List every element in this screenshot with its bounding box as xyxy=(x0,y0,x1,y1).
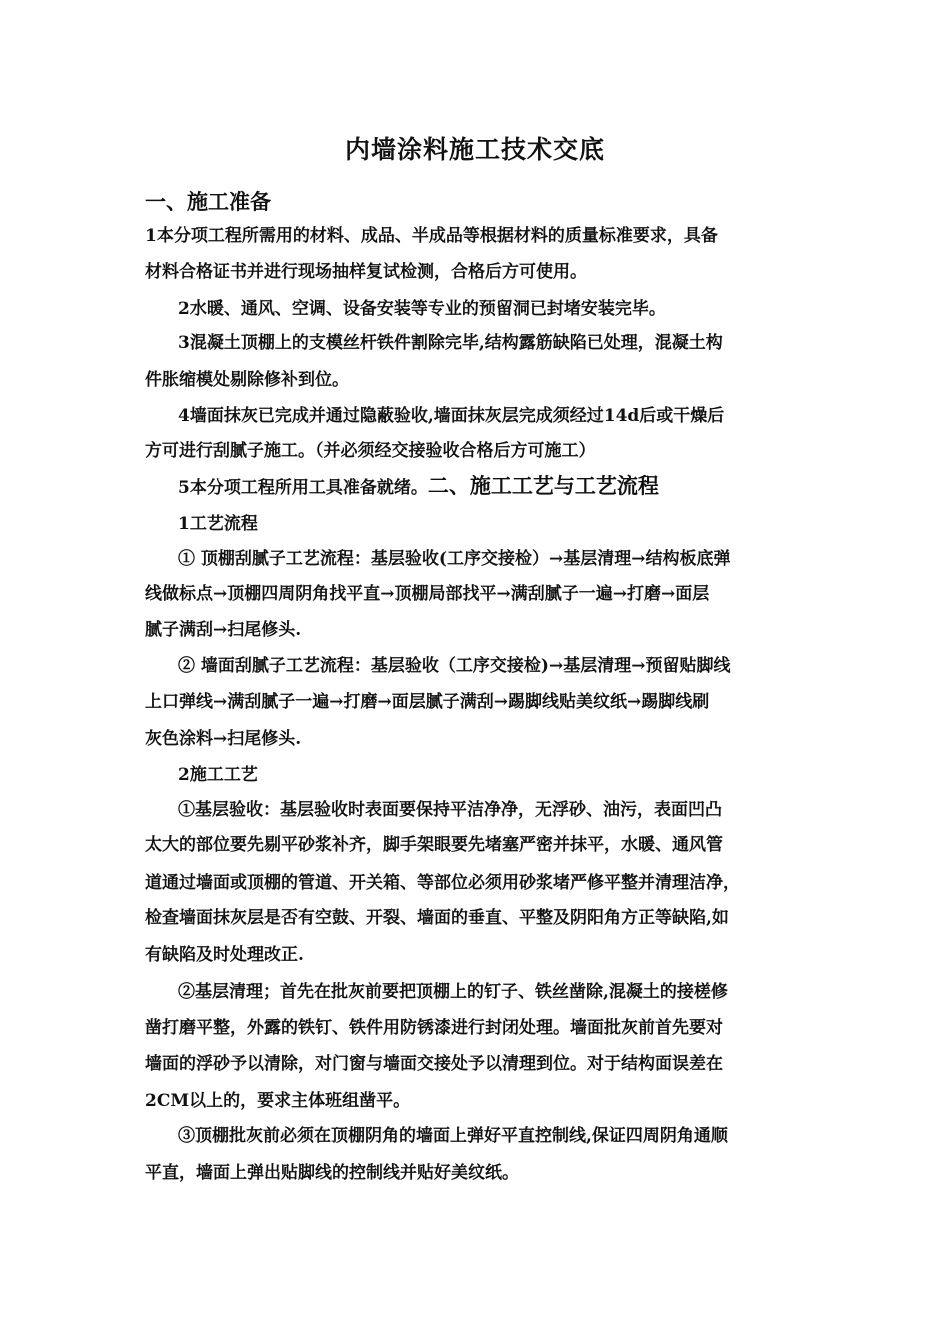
paragraph-line: ① 顶棚刮腻子工艺流程：基层验收(工序交接检）→基层清理→结构板底弹 xyxy=(178,549,731,569)
paragraph-line: ①基层验收：基层验收时表面要保持平洁净净，无浮砂、油污，表面凹凸 xyxy=(178,800,722,820)
paragraph-line: 太大的部位要先剔平砂浆补齐，脚手架眼要先堵塞严密并抹平，水暖、通风管 xyxy=(145,835,723,855)
paragraph-line: 上口弹线→满刮腻子一遍→打磨→面层腻子满刮→踢脚线贴美纹纸→踢脚线刷 xyxy=(145,692,710,712)
paragraph-line: 1本分项工程所需用的材料、成品、半成品等根据材料的质量标准要求，具备 xyxy=(145,226,718,246)
paragraph-line: ② 墙面刮腻子工艺流程：基层验收（工序交接检)→基层清理→预留贴脚线 xyxy=(178,656,731,676)
paragraph-line: 道通过墙面或顶棚的管道、开关箱、等部位必须用砂浆堵严修平整并清理洁净， xyxy=(145,873,740,893)
paragraph-line: 腻子满刮→扫尾修头. xyxy=(145,620,302,640)
paragraph-line: 3混凝土顶棚上的支模丝杆铁件割除完毕,结构露筋缺陷已处理，混凝土构 xyxy=(178,333,723,353)
document-title: 内墙涂料施工技术交底 xyxy=(344,135,605,164)
paragraph-line: 凿打磨平整，外露的铁钉、铁件用防锈漆进行封闭处理。墙面批灰前首先要对 xyxy=(145,1018,723,1038)
section-heading-preparation: 一、施工准备 xyxy=(145,189,271,214)
paragraph-line: 有缺陷及时处理改正. xyxy=(145,945,304,965)
paragraph-line: 检查墙面抹灰层是否有空鼓、开裂、墙面的垂直、平整及阴阳角方正等缺陷,如 xyxy=(145,908,729,928)
paragraph-line: 4墙面抹灰已完成并通过隐蔽验收,墙面抹灰层完成须经过14d后或干燥后 xyxy=(178,406,725,426)
subheading-process-flow: 1工艺流程 xyxy=(178,514,258,534)
paragraph-line: ②基层清理；首先在批灰前要把顶棚上的钉子、铁丝凿除,混凝土的接槎修 xyxy=(178,982,728,1002)
paragraph-line: 件胀缩模处剔除修补到位。 xyxy=(145,370,349,390)
paragraph-line: 平直，墙面上弹出贴脚线的控制线并贴好美纹纸。 xyxy=(145,1163,519,1183)
paragraph-line: 2水暖、通风、空调、设备安装等专业的预留洞已封堵安装完毕。 xyxy=(178,299,666,319)
paragraph-line: 2CM以上的，要求主体班组凿平。 xyxy=(145,1091,411,1111)
paragraph-line: 材料合格证书并进行现场抽样复试检测，合格后方可使用。 xyxy=(145,262,587,282)
paragraph-line: 方可进行刮腻子施工。（并必须经交接验收合格后方可施工） xyxy=(145,441,596,461)
paragraph-line: 线做标点→顶棚四周阴角找平直→顶棚局部找平→满刮腻子一遍→打磨→面层 xyxy=(145,584,710,604)
paragraph-line: 灰色涂料→扫尾修头. xyxy=(145,729,302,749)
subheading-construction-process: 2施工工艺 xyxy=(178,765,258,785)
paragraph-line: 墙面的浮砂予以清除，对门窗与墙面交接处予以清理到位。对于结构面误差在 xyxy=(145,1054,723,1074)
paragraph-line: ③顶棚批灰前必须在顶棚阴角的墙面上弹好平直控制线,保证四周阴角通顺 xyxy=(178,1126,728,1146)
paragraph-text: 5本分项工程所用工具准备就绪。 xyxy=(178,478,428,498)
section-heading-process: 二、施工工艺与工艺流程 xyxy=(427,473,659,498)
paragraph-line-with-heading xyxy=(178,472,848,502)
